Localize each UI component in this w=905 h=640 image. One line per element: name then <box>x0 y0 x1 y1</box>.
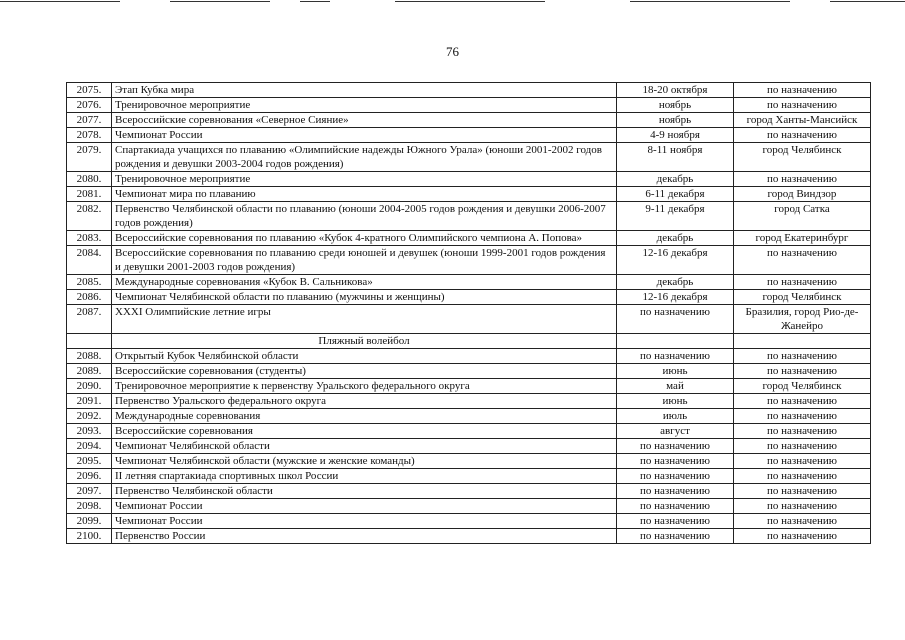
event-place: по назначению <box>734 172 871 187</box>
event-place: город Челябинск <box>734 290 871 305</box>
section-header-row <box>67 334 871 349</box>
row-number: 2081. <box>67 187 112 202</box>
table-row <box>67 246 871 275</box>
event-date: ноябрь <box>617 113 734 128</box>
table-row <box>67 454 871 469</box>
event-name: Всероссийские соревнования <box>112 424 617 439</box>
event-name: II летняя спартакиада спортивных школ России <box>112 469 617 484</box>
event-place: по назначению <box>734 424 871 439</box>
event-date: декабрь <box>617 172 734 187</box>
row-number: 2100. <box>67 529 112 544</box>
event-place: город Челябинск <box>734 143 871 172</box>
event-name: Всероссийские соревнования «Северное Сияние» <box>112 113 617 128</box>
event-place: по назначению <box>734 469 871 484</box>
event-place: по назначению <box>734 246 871 275</box>
event-place: по назначению <box>734 484 871 499</box>
event-date: по назначению <box>617 454 734 469</box>
row-number: 2089. <box>67 364 112 379</box>
event-date: август <box>617 424 734 439</box>
event-place: город Екатеринбург <box>734 231 871 246</box>
event-name: Чемпионат Челябинской области по плаванию (мужчины и женщины) <box>112 290 617 305</box>
event-name: Спартакиада учащихся по плаванию «Олимпийские надежды Южного Урала» (юноши 2001-2002 годов рождения и девушки 2003-2004 годов рождения) <box>112 143 617 172</box>
event-name: Всероссийские соревнования по плаванию «Кубок 4-кратного Олимпийского чемпиона А. Попова» <box>112 231 617 246</box>
table-row <box>67 275 871 290</box>
event-date: 12-16 декабря <box>617 290 734 305</box>
table-row <box>67 113 871 128</box>
event-date: июль <box>617 409 734 424</box>
table-row <box>67 349 871 364</box>
event-name: Чемпионат России <box>112 499 617 514</box>
row-number: 2096. <box>67 469 112 484</box>
event-date: по назначению <box>617 499 734 514</box>
event-date: по назначению <box>617 484 734 499</box>
event-place: город Сатка <box>734 202 871 231</box>
event-name: Всероссийские соревнования по плаванию среди юношей и девушек (юноши 1999-2001 годов рождения и девушки 2001-2003 годов рождения) <box>112 246 617 275</box>
event-date: по назначению <box>617 349 734 364</box>
event-place: по назначению <box>734 394 871 409</box>
table-row <box>67 514 871 529</box>
row-number: 2079. <box>67 143 112 172</box>
event-place: по назначению <box>734 409 871 424</box>
row-number: 2075. <box>67 83 112 98</box>
row-number: 2083. <box>67 231 112 246</box>
event-name: Первенство России <box>112 529 617 544</box>
row-number: 2084. <box>67 246 112 275</box>
event-name: Тренировочное мероприятие <box>112 98 617 113</box>
event-date: июнь <box>617 394 734 409</box>
row-number: 2094. <box>67 439 112 454</box>
table-row <box>67 231 871 246</box>
row-number: 2090. <box>67 379 112 394</box>
event-place: по назначению <box>734 439 871 454</box>
event-place: город Виндзор <box>734 187 871 202</box>
event-place: по назначению <box>734 83 871 98</box>
row-number: 2080. <box>67 172 112 187</box>
row-number: 2099. <box>67 514 112 529</box>
event-name: Тренировочное мероприятие к первенству Уральского федерального округа <box>112 379 617 394</box>
event-date: по назначению <box>617 514 734 529</box>
table-row <box>67 424 871 439</box>
row-number <box>67 334 112 349</box>
event-date: 8-11 ноября <box>617 143 734 172</box>
table-row <box>67 128 871 143</box>
table-row <box>67 83 871 98</box>
event-name: Чемпионат России <box>112 128 617 143</box>
events-table <box>66 82 871 544</box>
table-row <box>67 379 871 394</box>
row-number: 2088. <box>67 349 112 364</box>
row-number: 2092. <box>67 409 112 424</box>
event-name: Международные соревнования <box>112 409 617 424</box>
row-number: 2093. <box>67 424 112 439</box>
event-place: по назначению <box>734 98 871 113</box>
event-place: по назначению <box>734 499 871 514</box>
event-date: по назначению <box>617 529 734 544</box>
table-row <box>67 409 871 424</box>
event-place <box>734 334 871 349</box>
event-date: по назначению <box>617 469 734 484</box>
event-place: по назначению <box>734 128 871 143</box>
table-row <box>67 305 871 334</box>
event-name: Открытый Кубок Челябинской области <box>112 349 617 364</box>
table-row <box>67 143 871 172</box>
event-date: ноябрь <box>617 98 734 113</box>
row-number: 2085. <box>67 275 112 290</box>
event-name: Пляжный волейбол <box>112 334 617 349</box>
event-name: Этап Кубка мира <box>112 83 617 98</box>
event-date: по назначению <box>617 439 734 454</box>
event-date: 6-11 декабря <box>617 187 734 202</box>
event-place: по назначению <box>734 364 871 379</box>
event-name: XXXI Олимпийские летние игры <box>112 305 617 334</box>
event-place: по назначению <box>734 529 871 544</box>
table-row <box>67 499 871 514</box>
table-row <box>67 187 871 202</box>
event-date: декабрь <box>617 231 734 246</box>
row-number: 2095. <box>67 454 112 469</box>
event-name: Первенство Челябинской области <box>112 484 617 499</box>
event-name: Чемпионат Челябинской области <box>112 439 617 454</box>
event-name: Международные соревнования «Кубок В. Сальникова» <box>112 275 617 290</box>
table-row <box>67 98 871 113</box>
row-number: 2098. <box>67 499 112 514</box>
event-date: декабрь <box>617 275 734 290</box>
event-name: Первенство Челябинской области по плаванию (юноши 2004-2005 годов рождения и девушки 2006-2007 годов рождения) <box>112 202 617 231</box>
event-name: Тренировочное мероприятие <box>112 172 617 187</box>
event-place: по назначению <box>734 454 871 469</box>
event-name: Чемпионат России <box>112 514 617 529</box>
table-row <box>67 202 871 231</box>
event-date: июнь <box>617 364 734 379</box>
row-number: 2082. <box>67 202 112 231</box>
event-place: город Ханты-Мансийск <box>734 113 871 128</box>
table-row <box>67 290 871 305</box>
event-place: по назначению <box>734 349 871 364</box>
event-place: по назначению <box>734 514 871 529</box>
table-row <box>67 394 871 409</box>
table-row <box>67 172 871 187</box>
event-date: по назначению <box>617 305 734 334</box>
row-number: 2078. <box>67 128 112 143</box>
row-number: 2076. <box>67 98 112 113</box>
row-number: 2097. <box>67 484 112 499</box>
event-place: город Челябинск <box>734 379 871 394</box>
row-number: 2086. <box>67 290 112 305</box>
event-date <box>617 334 734 349</box>
table-row <box>67 439 871 454</box>
event-name: Всероссийские соревнования (студенты) <box>112 364 617 379</box>
event-place: по назначению <box>734 275 871 290</box>
table-row <box>67 484 871 499</box>
event-date: 18-20 октября <box>617 83 734 98</box>
event-name: Чемпионат Челябинской области (мужские и женские команды) <box>112 454 617 469</box>
table-row <box>67 469 871 484</box>
row-number: 2091. <box>67 394 112 409</box>
event-date: 9-11 декабря <box>617 202 734 231</box>
row-number: 2087. <box>67 305 112 334</box>
page-number: 76 <box>446 44 459 59</box>
event-name: Чемпионат мира по плаванию <box>112 187 617 202</box>
table-row <box>67 529 871 544</box>
event-date: 4-9 ноября <box>617 128 734 143</box>
event-name: Первенство Уральского федерального округа <box>112 394 617 409</box>
event-date: 12-16 декабря <box>617 246 734 275</box>
event-place: Бразилия, город Рио-де-Жанейро <box>734 305 871 334</box>
scan-top-edge <box>0 0 905 4</box>
table-row <box>67 364 871 379</box>
row-number: 2077. <box>67 113 112 128</box>
event-date: май <box>617 379 734 394</box>
